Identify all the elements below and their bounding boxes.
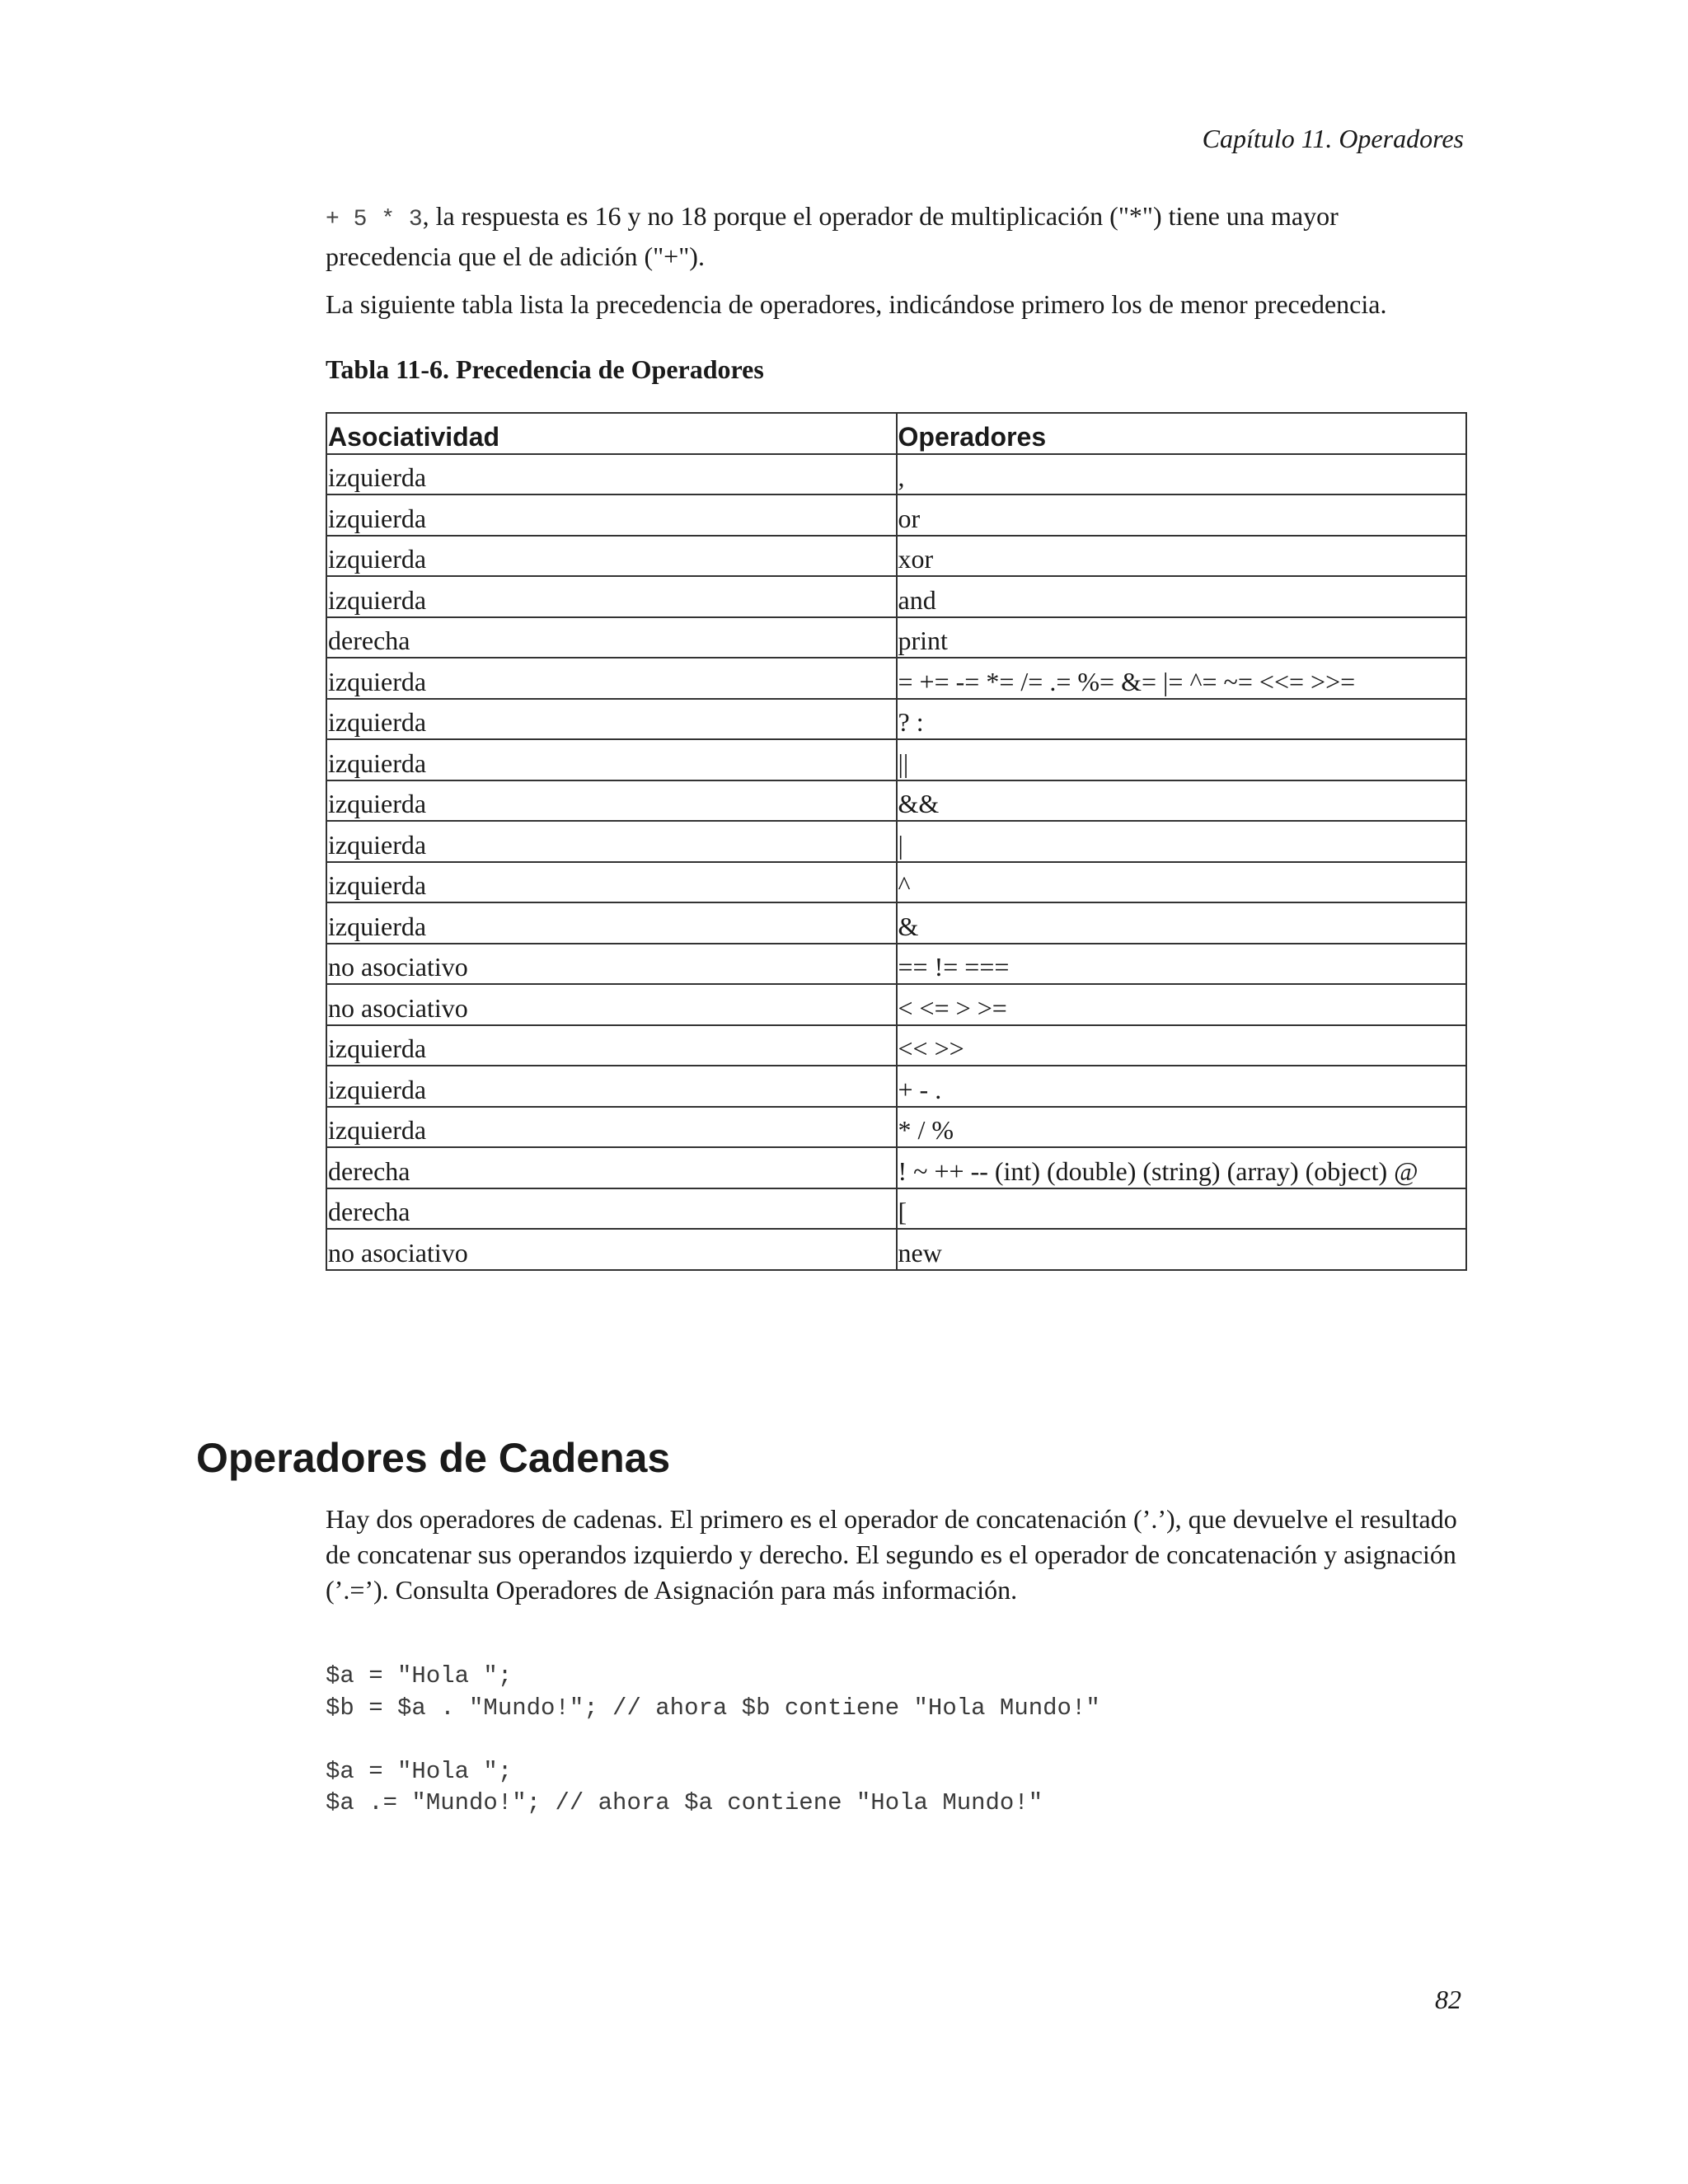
table-row — [326, 1107, 1466, 1148]
associativity-cell: izquierda — [326, 454, 897, 495]
operators-cell: ^ — [897, 862, 1467, 903]
operators-cell: == != === — [897, 944, 1467, 985]
associativity-cell: izquierda — [326, 902, 897, 944]
operators-cell: [ — [897, 1188, 1467, 1230]
precedence-table — [326, 412, 1467, 1271]
table-row — [326, 699, 1466, 740]
associativity-cell: izquierda — [326, 658, 897, 699]
associativity-cell: no asociativo — [326, 984, 897, 1025]
operators-cell: print — [897, 617, 1467, 658]
code-line: $a .= "Mundo!"; // ahora $a contiene "Hola Mundo!" — [326, 1789, 1043, 1816]
intro-text — [326, 198, 1467, 334]
table-row — [326, 536, 1466, 577]
inline-code: + 5 * 3 — [326, 207, 423, 232]
running-header: Capítulo 11. Operadores — [1202, 124, 1464, 153]
table-row — [326, 1147, 1466, 1188]
table-row — [326, 494, 1466, 536]
section-heading: Operadores de Cadenas — [196, 1435, 671, 1481]
operators-cell: xor — [897, 536, 1467, 577]
table-intro-paragraph: La siguiente tabla lista la precedencia de operadores, indicándose primero los de menor precedencia. — [326, 289, 1387, 319]
code-line: $a = "Hola "; — [326, 1662, 513, 1690]
table-row — [326, 576, 1466, 617]
operators-cell: new — [897, 1229, 1467, 1270]
associativity-cell: izquierda — [326, 862, 897, 903]
operators-cell: & — [897, 902, 1467, 944]
associativity-cell: derecha — [326, 1147, 897, 1188]
associativity-cell: izquierda — [326, 821, 897, 862]
associativity-cell: izquierda — [326, 1025, 897, 1066]
table-caption: Tabla 11-6. Precedencia de Operadores — [326, 354, 764, 384]
associativity-cell: no asociativo — [326, 1229, 897, 1270]
associativity-cell: izquierda — [326, 739, 897, 780]
code-example — [326, 1661, 1100, 1820]
associativity-cell: no asociativo — [326, 944, 897, 985]
table-row — [326, 454, 1466, 495]
table-row — [326, 821, 1466, 862]
associativity-cell: izquierda — [326, 780, 897, 822]
table-row — [326, 780, 1466, 822]
operators-cell: and — [897, 576, 1467, 617]
operators-cell: + - . — [897, 1066, 1467, 1107]
section-paragraph: Hay dos operadores de cadenas. El primero es el operador de concatenación (’.’), que devuelve el resultado de concatenar sus operandos izquierdo y derecho. El segundo es el operador de concatenación y asignación (’.=’). Consulta Operadores de Asignación para más información. — [326, 1504, 1457, 1605]
table-row — [326, 1188, 1466, 1230]
header-operators: Operadores — [897, 413, 1467, 454]
table-row — [326, 658, 1466, 699]
header-associativity: Asociatividad — [326, 413, 897, 454]
operators-cell: || — [897, 739, 1467, 780]
associativity-cell: izquierda — [326, 536, 897, 577]
operators-cell: , — [897, 454, 1467, 495]
page-number: 82 — [1435, 1985, 1461, 2014]
table-row — [326, 1066, 1466, 1107]
operators-cell: = += -= *= /= .= %= &= |= ^= ~= <<= >>= — [897, 658, 1467, 699]
intro-continuation: , la respuesta es 16 y no 18 porque el operador de multiplicación ("*") tiene una mayor precedencia que el de adición ("+"). — [326, 201, 1339, 271]
operators-cell: << >> — [897, 1025, 1467, 1066]
operators-cell: | — [897, 821, 1467, 862]
table-row — [326, 984, 1466, 1025]
code-line: $b = $a . "Mundo!"; // ahora $b contiene "Hola Mundo!" — [326, 1694, 1100, 1722]
associativity-cell: derecha — [326, 1188, 897, 1230]
table-row — [326, 862, 1466, 903]
associativity-cell: derecha — [326, 617, 897, 658]
section-body — [326, 1502, 1467, 1608]
operators-cell: ! ~ ++ -- (int) (double) (string) (array) (object) @ — [897, 1147, 1467, 1188]
associativity-cell: izquierda — [326, 576, 897, 617]
operators-cell: && — [897, 780, 1467, 822]
operators-cell: ? : — [897, 699, 1467, 740]
associativity-cell: izquierda — [326, 494, 897, 536]
operators-cell: * / % — [897, 1107, 1467, 1148]
operators-cell: or — [897, 494, 1467, 536]
associativity-cell: izquierda — [326, 1107, 897, 1148]
table-row — [326, 1229, 1466, 1270]
associativity-cell: izquierda — [326, 699, 897, 740]
table-row — [326, 739, 1466, 780]
associativity-cell: izquierda — [326, 1066, 897, 1107]
intro-paragraph — [326, 198, 1467, 274]
code-line: $a = "Hola "; — [326, 1757, 513, 1785]
table-header-row — [326, 413, 1466, 454]
operators-cell: < <= > >= — [897, 984, 1467, 1025]
table-row — [326, 944, 1466, 985]
table-row — [326, 1025, 1466, 1066]
table-row — [326, 902, 1466, 944]
table-row — [326, 617, 1466, 658]
